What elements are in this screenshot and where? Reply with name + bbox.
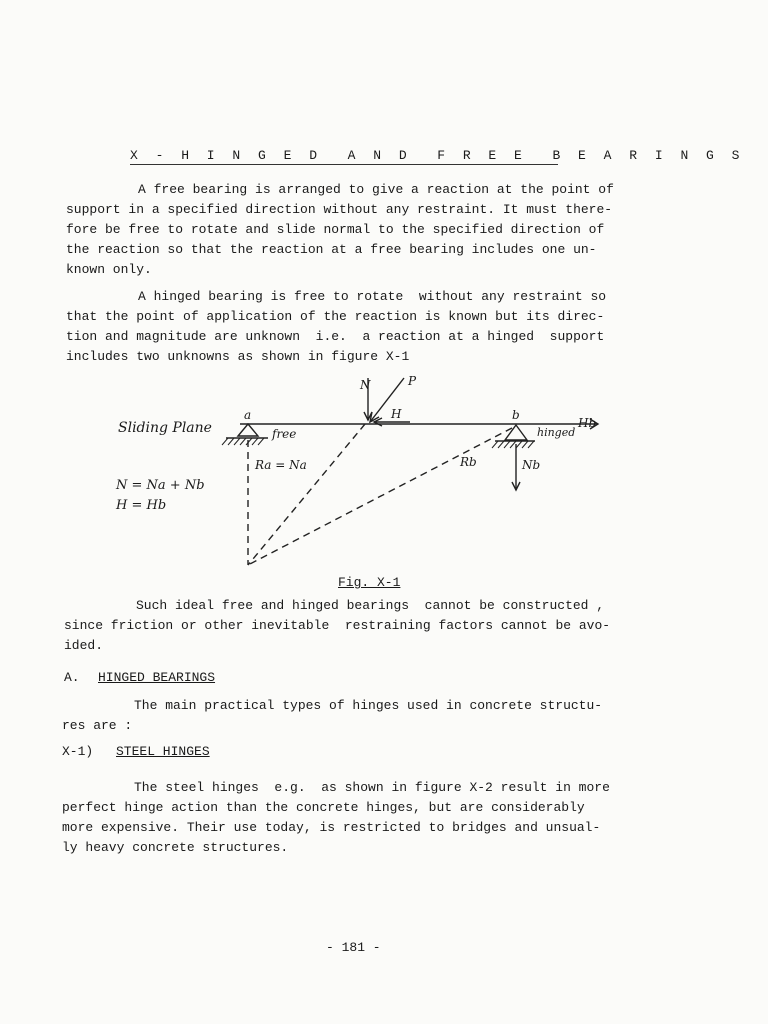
label-sliding-plane: Sliding Plane [118, 420, 212, 436]
para5-line: perfect hinge action than the concrete hinges, but are considerably [62, 800, 585, 815]
label-h: H [391, 407, 402, 421]
para5-line: more expensive. Their use today, is restricted to bridges and unsual- [62, 820, 601, 835]
para2-line: includes two unknowns as shown in figure X-1 [66, 349, 410, 364]
para2-line: A hinged bearing is free to rotate without any restraint so [138, 289, 607, 304]
label-rb: Rb [460, 455, 477, 469]
section-a-label: A. [64, 670, 80, 685]
equation-h: H = Hb [116, 498, 167, 513]
support-b-triangle [505, 425, 527, 440]
page-number: - 181 - [326, 940, 381, 955]
para2-line: tion and magnitude are unknown i.e. a reaction at a hinged support [66, 329, 605, 344]
subsection-label: X-1) [62, 744, 94, 759]
para5-line: ly heavy concrete structures. [62, 840, 289, 855]
resultant-dashed-line [248, 424, 365, 565]
label-hinged: hinged [537, 426, 576, 439]
para3-line: Such ideal free and hinged bearings cannot be constructed , [136, 598, 605, 613]
section-title: X - H I N G E D A N D F R E E B E A R I N G S [130, 148, 745, 163]
para4-line: The main practical types of hinges used in concrete structu- [134, 698, 603, 713]
subsection-title: STEEL HINGES [116, 744, 210, 759]
label-ra: Ra = Na [255, 458, 307, 472]
para4-line: res are : [62, 718, 133, 733]
para3-line: ided. [64, 638, 104, 653]
para1-line: fore be free to rotate and slide normal to the specified direction of [66, 222, 605, 237]
label-n: N [360, 378, 371, 392]
support-a-hatch [222, 438, 264, 445]
label-free: free [272, 427, 297, 441]
label-hb: Hb [578, 416, 597, 430]
label-nb: Nb [522, 458, 541, 472]
label-a: a [244, 408, 252, 422]
figure-caption: Fig. X-1 [338, 575, 401, 590]
para1-line: A free bearing is arranged to give a reaction at the point of [138, 182, 614, 197]
label-b: b [512, 408, 520, 422]
equation-n: N = Na + Nb [116, 478, 205, 493]
rb-dashed-line [248, 428, 512, 565]
section-a-title: HINGED BEARINGS [98, 670, 216, 685]
para1-line: support in a specified direction without any restraint. It must there- [66, 202, 613, 217]
support-b-hatch [492, 441, 534, 448]
para1-line: the reaction so that the reaction at a free bearing includes one un- [66, 242, 597, 257]
label-p: P [408, 374, 417, 388]
support-a-triangle [238, 424, 258, 436]
para1-line: known only. [66, 262, 152, 277]
para3-line: since friction or other inevitable restraining factors cannot be avo- [64, 618, 611, 633]
para2-line: that the point of application of the reaction is known but its direc- [66, 309, 605, 324]
para5-line: The steel hinges e.g. as shown in figure X-2 result in more [134, 780, 610, 795]
